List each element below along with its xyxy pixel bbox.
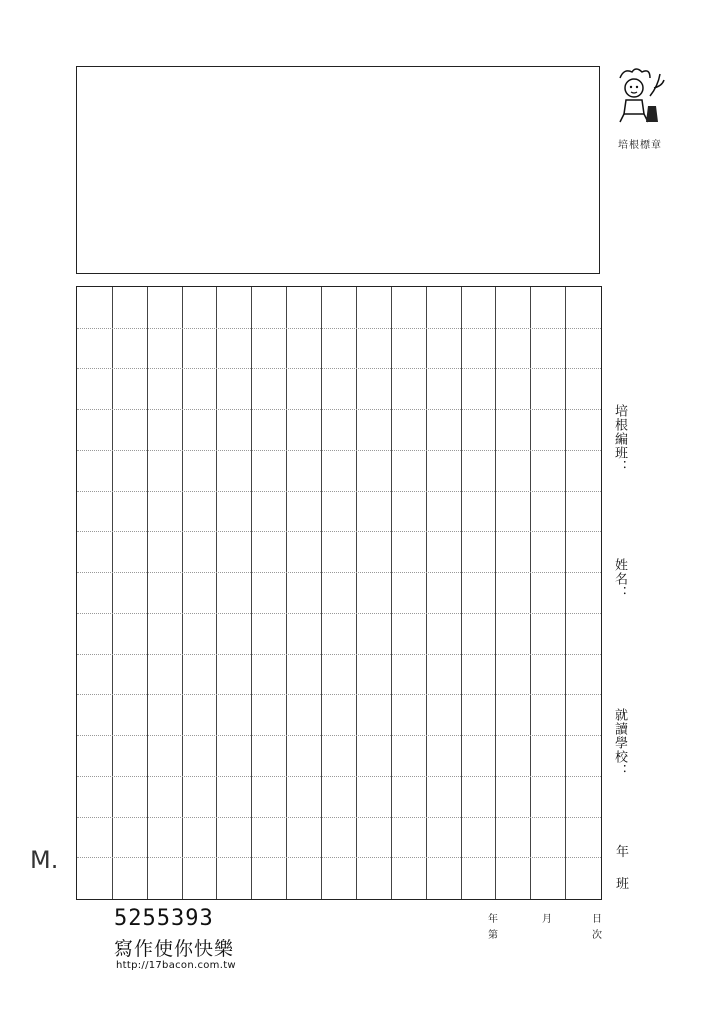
grid-column-line [321,287,322,899]
school-field-label: 就讀學校： [612,708,627,778]
margin-m-mark: M. [30,846,59,874]
date-year-label: 年 [488,914,498,925]
document-id: 5255393 [114,906,214,931]
grid-row-line [77,491,601,492]
class-field-label: 培根編班： [612,404,627,474]
grid-row-line [77,450,601,451]
grid-row-line [77,328,601,329]
date-row [478,908,608,948]
website-url: http://17bacon.com.tw [116,960,236,971]
grid-column-line [495,287,496,899]
grid-column-line [356,287,357,899]
grid-column-line [461,287,462,899]
grid-column-line [565,287,566,899]
logo-caption: 培根標章 [618,140,662,151]
grid-column-line [147,287,148,899]
grid-row-line [77,613,601,614]
grid-row-line [77,368,601,369]
grid-row-line [77,654,601,655]
date-month-label: 月 [542,914,552,925]
grid-row-line [77,409,601,410]
slogan: 寫作使你快樂 [114,938,235,960]
grid-column-line [426,287,427,899]
number-suffix-label: 次 [592,930,602,941]
bacon-mascot-icon [606,66,666,126]
grid-row-line [77,817,601,818]
grid-row-line [77,776,601,777]
grid-row-line [77,531,601,532]
grid-row-line [77,857,601,858]
grid-column-line [251,287,252,899]
teacher-comment-box [76,66,600,274]
grid-row-line [77,572,601,573]
grid-column-line [112,287,113,899]
grid-column-line [391,287,392,899]
writing-grid [76,286,602,900]
grade-label-year: 年 [616,845,631,860]
grid-row-line [77,735,601,736]
name-field-label: 姓名： [612,558,627,600]
grid-row-line [77,694,601,695]
grid-column-line [286,287,287,899]
grid-column-line [216,287,217,899]
number-prefix-label: 第 [488,930,498,941]
grid-column-line [182,287,183,899]
grid-column-line [530,287,531,899]
grade-label-class: 班 [616,877,631,892]
date-day-label: 日 [592,914,602,925]
